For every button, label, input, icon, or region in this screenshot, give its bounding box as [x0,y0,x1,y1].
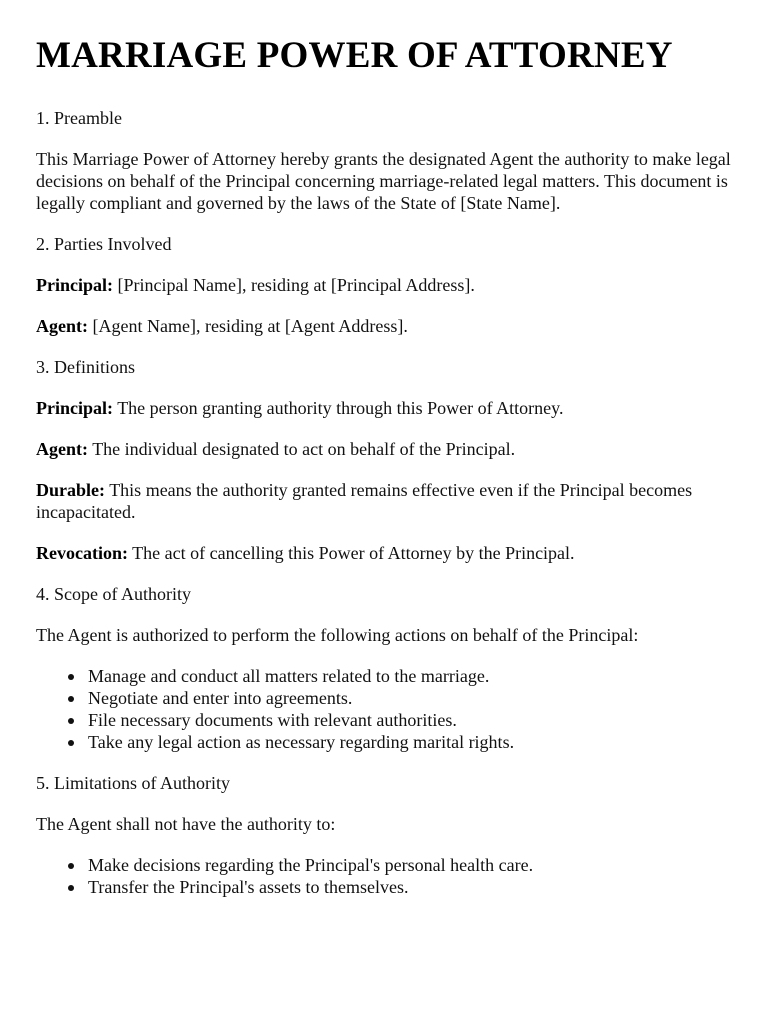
party-agent-text: [Agent Name], residing at [Agent Address]. [92,316,408,336]
definition-term: Agent: [36,439,88,459]
party-agent-label: Agent: [36,316,88,336]
definition-text: The individual designated to act on behalf of the Principal. [92,439,516,459]
list-item [88,876,734,898]
definition-term: Durable: [36,480,105,500]
section-heading-limitations: 5. Limitations of Authority [36,773,230,793]
bullet-icon [68,885,74,891]
definition-text: This means the authority granted remains effective even if the Principal becomes incapacitated. [36,480,693,522]
party-principal-label: Principal: [36,275,113,295]
definition-text: The person granting authority through this Power of Attorney. [117,398,564,418]
bullet-icon [68,740,74,746]
section-heading-definitions: 3. Definitions [36,357,135,377]
list-item [88,709,734,731]
party-principal [36,274,734,296]
party-principal-text: [Principal Name], residing at [Principal Address]. [117,275,475,295]
section-heading-parties: 2. Parties Involved [36,234,172,254]
definition-item [36,479,734,523]
definition-item [36,397,734,419]
list-item-text: Transfer the Principal's assets to themselves. [88,877,409,897]
list-item-text: Negotiate and enter into agreements. [88,688,353,708]
definition-text: The act of cancelling this Power of Attorney by the Principal. [132,543,575,563]
list-item [88,687,734,709]
section-heading-preamble: 1. Preamble [36,108,122,128]
bullet-icon [68,718,74,724]
document-title: MARRIAGE POWER OF ATTORNEY [36,35,673,76]
section-heading-scope: 4. Scope of Authority [36,584,191,604]
party-agent [36,315,734,337]
list-item [88,665,734,687]
definition-term: Revocation: [36,543,128,563]
list-item-text: Make decisions regarding the Principal's personal health care. [88,855,534,875]
list-item [88,731,734,753]
scope-list [36,665,734,753]
bullet-icon [68,696,74,702]
preamble-text: This Marriage Power of Attorney hereby grants the designated Agent the authority to make legal decisions on behalf of the Principal concerning marriage-related legal matters. This document is legally compliant and governed by the laws of the State of [State Name]. [36,149,731,213]
definition-item [36,438,734,460]
bullet-icon [68,674,74,680]
limitations-intro: The Agent shall not have the authority to: [36,814,336,834]
definition-term: Principal: [36,398,113,418]
list-item [88,854,734,876]
definition-item [36,542,734,564]
scope-intro: The Agent is authorized to perform the following actions on behalf of the Principal: [36,625,639,645]
list-item-text: File necessary documents with relevant authorities. [88,710,457,730]
list-item-text: Take any legal action as necessary regarding marital rights. [88,732,515,752]
bullet-icon [68,863,74,869]
limitations-list [36,854,734,898]
list-item-text: Manage and conduct all matters related to the marriage. [88,666,490,686]
